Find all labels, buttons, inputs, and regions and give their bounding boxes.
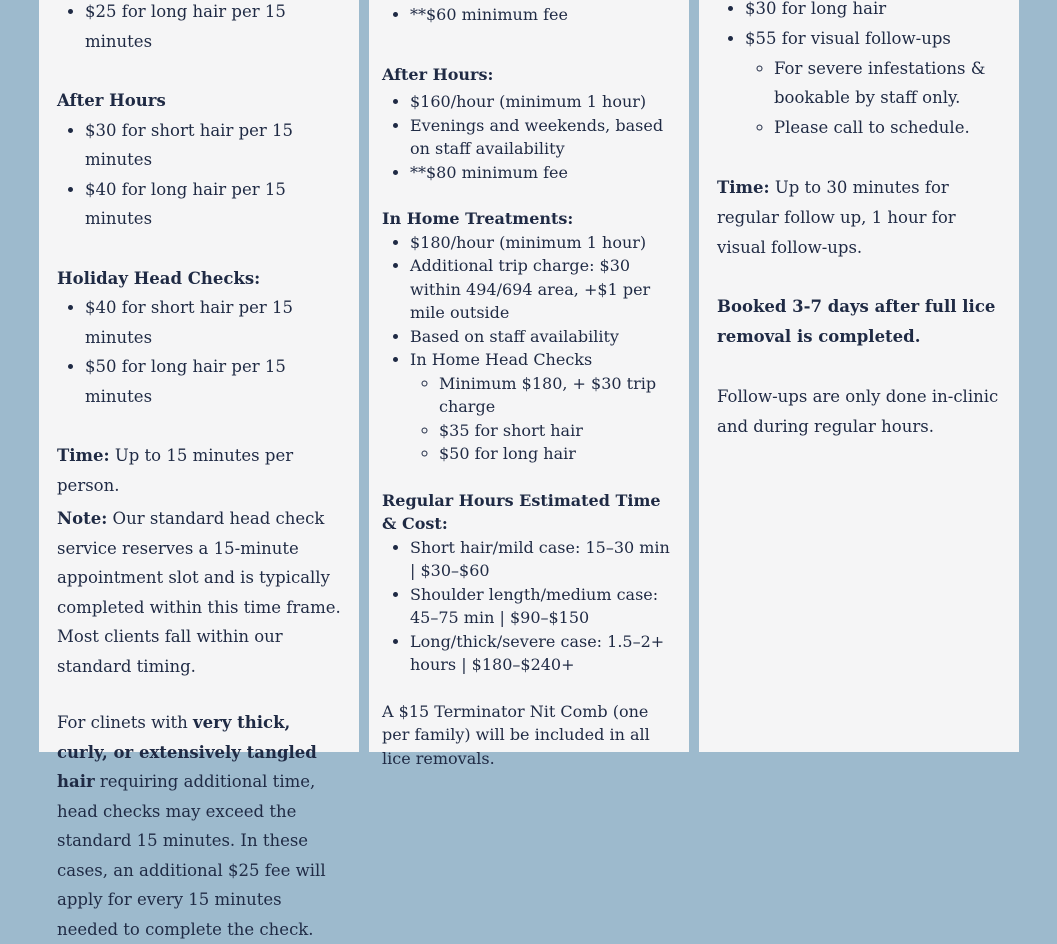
- list-item: • Evenings and weekends, based on staff availability: [410, 114, 676, 161]
- list-item: • **$80 minimum fee: [410, 161, 676, 185]
- follow-ups-note: Follow-ups are only done in-clinic and during regular hours.: [717, 386, 999, 436]
- holiday-heading: Holiday Head Checks:: [57, 268, 261, 288]
- note-label: Note:: [57, 509, 108, 528]
- list-item: • $30 for short hair per 15 minutes: [85, 116, 341, 175]
- list-item: ◦ For severe infestations & bookable by staff only.: [774, 54, 1001, 114]
- list-item: • Shoulder length/medium case: 45–75 min | $90–$150: [410, 583, 676, 630]
- after-hours-list: [382, 90, 676, 184]
- after-hours-heading: After Hours: [57, 91, 166, 110]
- list-item: • **$60 minimum fee: [410, 3, 676, 27]
- in-home-head-checks-list: [410, 372, 676, 466]
- in-home-heading: In Home Treatments:: [382, 209, 574, 228]
- pricing-column-follow-ups: [699, 0, 1019, 752]
- regular-hours-heading: Regular Hours Estimated Time & Cost:: [382, 490, 661, 533]
- pricing-column-head-checks: [39, 0, 359, 939]
- list-item: • Based on staff availability: [410, 325, 676, 349]
- time-label: Time:: [717, 177, 770, 197]
- regular-hours-list: [382, 536, 676, 677]
- list-item: ◦ $50 for long hair: [439, 442, 676, 466]
- list-item: • $50 for long hair per 15 minutes: [85, 352, 341, 411]
- list-item: • Additional trip charge: $30 within 494/694 area, +$1 per mile outside: [410, 254, 676, 325]
- list-item: • $160/hour (minimum 1 hour): [410, 90, 676, 114]
- holiday-list: [57, 293, 341, 411]
- list-item: • $25 for long hair per 15 minutes: [85, 0, 341, 56]
- list-item: • $30 for long hair: [745, 0, 1001, 24]
- top-price-list: [382, 3, 676, 27]
- time-paragraph: Time: Up to 30 minutes for regular follow up, 1 hour for visual follow-ups.: [717, 177, 956, 257]
- list-item: • $40 for short hair per 15 minutes: [85, 293, 341, 352]
- top-price-list: [57, 0, 341, 56]
- nit-comb-note: A $15 Terminator Nit Comb (one per family) will be included in all lice removals.: [382, 701, 650, 768]
- after-hours-heading: After Hours:: [382, 64, 494, 84]
- list-item: • $180/hour (minimum 1 hour): [410, 231, 676, 255]
- after-hours-list: [57, 116, 341, 234]
- visual-follow-up-list: [745, 54, 1001, 143]
- list-item: • In Home Head Checks ◦ Minimum $180, + $30 trip charge ◦ $35 for short hair ◦ $50 for long hair: [410, 348, 676, 466]
- note-paragraph: Note: Our standard head check service reserves a 15-minute appointment slot and is typically completed within this time frame. Most clients fall within our standard timing.: [57, 509, 341, 676]
- list-item: • Short hair/mild case: 15–30 min | $30–$60: [410, 536, 676, 583]
- list-item: • $55 for visual follow-ups ◦ For severe infestations & bookable by staff only. ◦ Please call to schedule.: [745, 24, 1001, 143]
- thick-hair-paragraph: For clinets with very thick, curly, or extensively tangled hair requiring additional time, head checks may exceed the standard 15 minutes. In these cases, an additional $25 fee will apply for every 15 minutes needed to complete the check.: [57, 713, 326, 939]
- booked-note: Booked 3-7 days after full lice removal is completed.: [717, 297, 996, 347]
- top-price-list: [717, 0, 1001, 143]
- list-item: • $40 for long hair per 15 minutes: [85, 175, 341, 234]
- in-home-list: [382, 231, 676, 466]
- time-label: Time:: [57, 446, 110, 465]
- pricing-column-lice-removal: [369, 0, 689, 768]
- list-item: ◦ $35 for short hair: [439, 419, 676, 443]
- list-item: • Long/thick/severe case: 1.5–2+ hours | $180–$240+: [410, 630, 676, 677]
- list-item: ◦ Please call to schedule.: [774, 113, 1001, 143]
- time-paragraph: Time: Up to 15 minutes per person.: [57, 446, 294, 495]
- list-item: ◦ Minimum $180, + $30 trip charge: [439, 372, 676, 419]
